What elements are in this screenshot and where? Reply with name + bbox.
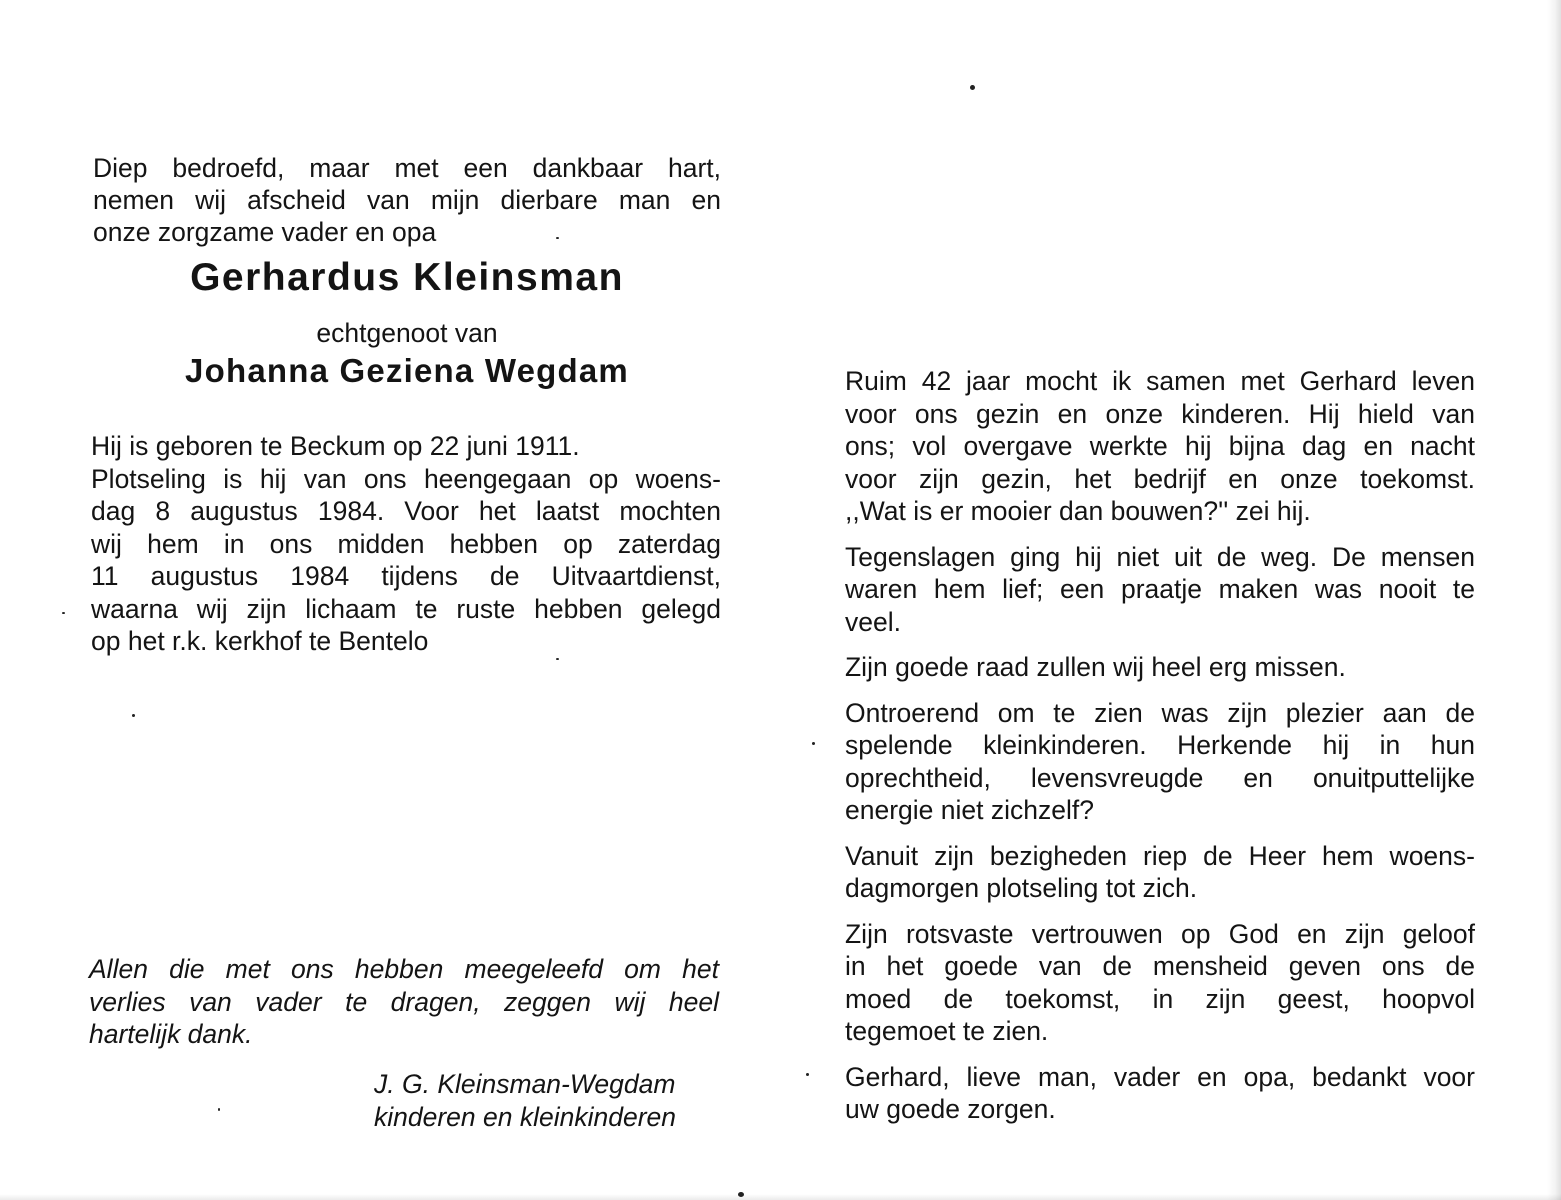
paragraph xyxy=(845,697,1475,827)
intro-text xyxy=(93,152,721,248)
paper-bottom-edge xyxy=(0,1194,1561,1200)
paragraph-line: ons; vol overgave werkte hij bijna dag en nacht xyxy=(845,431,1475,461)
bio-line: dag 8 augustus 1984. Voor het laatst mochten xyxy=(91,496,721,526)
paragraph-line: energie niet zichzelf? xyxy=(845,795,1094,825)
paragraph-line: Ontroerend om te zien was zijn plezier aan de xyxy=(845,697,1475,728)
paragraph-line: uw goede zorgen. xyxy=(845,1094,1056,1124)
intro-line: onze zorgzame vader en opa xyxy=(93,217,437,247)
memorial-text xyxy=(845,365,1475,1139)
print-speck xyxy=(556,658,559,660)
paragraph-line: Zijn goede raad zullen wij heel erg missen. xyxy=(845,652,1346,682)
paragraph-line: Gerhard, lieve man, vader en opa, bedankt voor xyxy=(845,1061,1475,1092)
thanks-line: verlies van vader te dragen, zeggen wij heel xyxy=(89,986,719,1017)
bio-line: 11 augustus 1984 tijdens de Uitvaartdienst, xyxy=(91,561,721,591)
bio-line: wij hem in ons midden hebben op zaterdag xyxy=(91,528,721,559)
paragraph-line: waren hem lief; een praatje maken was nooit te xyxy=(845,574,1475,604)
intro-line: Diep bedroefd, maar met een dankbaar hart, xyxy=(93,153,721,183)
paragraph-line: oprechtheid, levensvreugde en onuitputtelijke xyxy=(845,762,1475,793)
paragraph-line: Zijn rotsvaste vertrouwen op God en zijn geloof xyxy=(845,918,1475,949)
signature-line: kinderen en kleinkinderen xyxy=(374,1101,677,1132)
bio-line: waarna wij zijn lichaam te ruste hebben gelegd xyxy=(91,593,721,624)
spouse-name: Johanna Geziena Wegdam xyxy=(185,352,629,389)
paragraph-line: Vanuit zijn bezigheden riep de Heer hem woens- xyxy=(845,840,1475,871)
bio-line: Hij is geboren te Beckum op 22 juni 1911. xyxy=(91,431,580,461)
paragraph xyxy=(845,651,1475,684)
bio-line: op het r.k. kerkhof te Bentelo xyxy=(91,626,429,656)
paragraph xyxy=(845,365,1475,528)
print-speck xyxy=(218,1108,220,1111)
paragraph xyxy=(845,1061,1475,1126)
thanks-line: Allen die met ons hebben meegeleefd om het xyxy=(89,954,719,984)
paragraph-line: ,,Wat is er mooier dan bouwen?'' zei hij. xyxy=(845,496,1311,526)
paragraph-line: spelende kleinkinderen. Herkende hij in hun xyxy=(845,730,1475,760)
print-speck xyxy=(62,612,65,614)
paragraph-line: tegemoet te zien. xyxy=(845,1016,1049,1046)
paragraph-line: voor ons gezin en onze kinderen. Hij hield van xyxy=(845,398,1475,429)
intro-line: nemen wij afscheid van mijn dierbare man en xyxy=(93,185,721,215)
thanks-text xyxy=(89,953,719,1051)
signature xyxy=(374,1068,734,1133)
paragraph-line: in het goede van de mensheid geven ons de xyxy=(845,951,1475,981)
paragraph-line: veel. xyxy=(845,606,901,637)
paragraph-line: voor zijn gezin, het bedrijf en onze toekomst. xyxy=(845,463,1475,494)
signature-line: J. G. Kleinsman-Wegdam xyxy=(374,1069,676,1099)
paragraph xyxy=(845,840,1475,905)
deceased-name: Gerhardus Kleinsman xyxy=(190,256,624,299)
paragraph-line: Tegenslagen ging hij niet uit de weg. De mensen xyxy=(845,541,1475,572)
print-speck xyxy=(556,237,559,239)
biography xyxy=(91,430,721,658)
paragraph-line: dagmorgen plotseling tot zich. xyxy=(845,873,1198,903)
print-speck xyxy=(132,714,135,717)
spouse-label: echtgenoot van xyxy=(316,318,498,348)
thanks-line: hartelijk dank. xyxy=(89,1019,253,1049)
paragraph-line: moed de toekomst, in zijn geest, hoopvol xyxy=(845,983,1475,1014)
bio-line: Plotseling is hij van ons heengegaan op woens- xyxy=(91,463,721,494)
paragraph xyxy=(845,918,1475,1048)
paragraph-line: Ruim 42 jaar mocht ik samen met Gerhard leven xyxy=(845,366,1475,396)
print-speck xyxy=(812,742,815,745)
print-speck xyxy=(970,85,975,90)
paper-edge-shadow xyxy=(1547,0,1561,1200)
print-speck xyxy=(806,1073,809,1076)
paragraph xyxy=(845,541,1475,639)
